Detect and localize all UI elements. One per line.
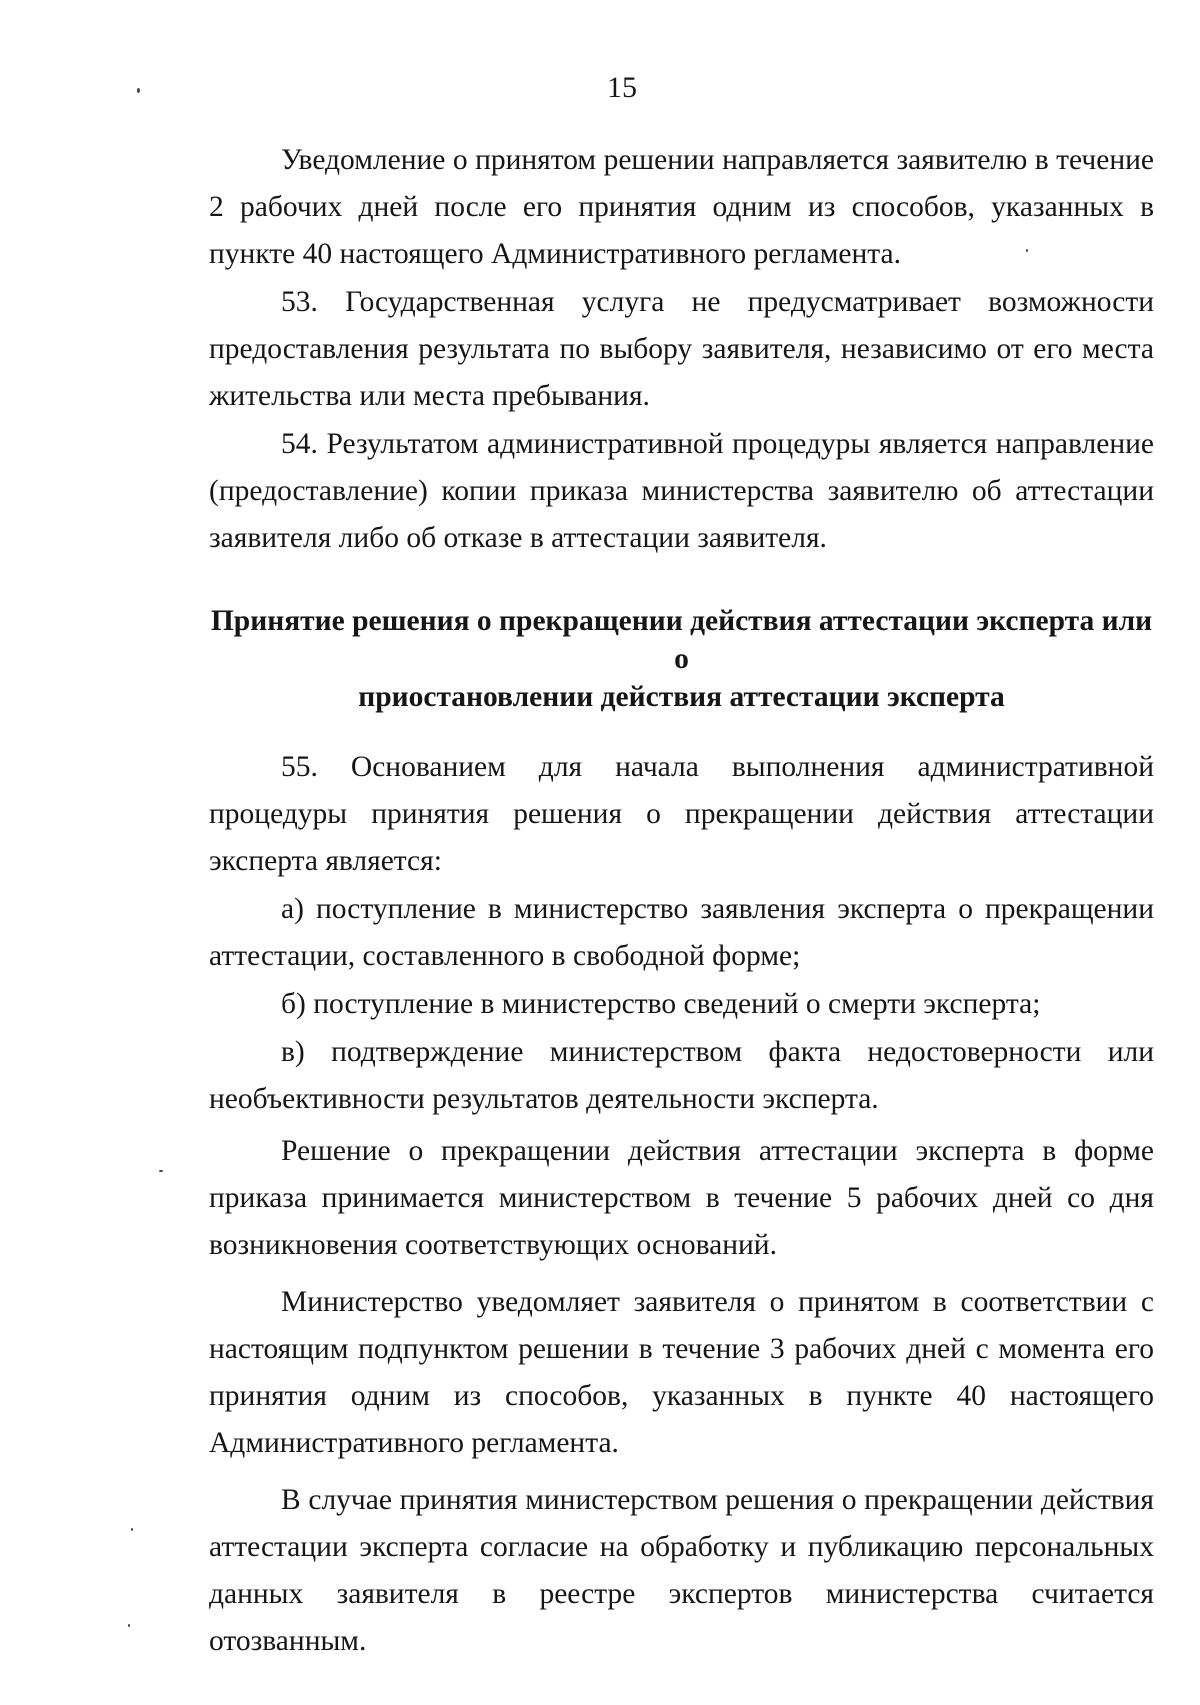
scan-speck: [131, 1528, 133, 1531]
scan-speck: [128, 1624, 130, 1627]
paragraph-consent-revoked: В случае принятия министерством решения о прекращении действия аттестации эксперта согласие на обработку и публикацию персональных данных заявителя в реестре экспертов министерства считается отозванным.: [209, 1484, 1154, 1657]
list-item-b: б) поступление в министерство сведений о смерти эксперта;: [281, 988, 1041, 1020]
section-heading: [209, 602, 1154, 716]
upper-text-block: [209, 137, 1154, 562]
paragraph-53: 53. Государственная услуга не предусматривает возможности предоставления результата по выбору заявителя, независимо от его места жительства или места пребывания.: [209, 286, 1154, 412]
list-item-v: в) подтверждение министерством факта недостоверности или необъективности результатов деятельности эксперта.: [209, 1036, 1154, 1115]
section-heading-line-2: приостановлении действия аттестации эксперта: [358, 681, 1005, 713]
list-item-a: а) поступление в министерство заявления эксперта о прекращении аттестации, составленного в свободной форме;: [209, 893, 1154, 972]
scan-speck: [137, 88, 140, 93]
paragraph-decision: Решение о прекращении действия аттестации эксперта в форме приказа принимается министерством в течение 5 рабочих дней со дня возникновения соответствующих оснований.: [209, 1135, 1154, 1261]
page-number: 15: [607, 71, 637, 104]
paragraph-54: 54. Результатом административной процедуры является направление (предоставление) копии приказа министерства заявителю об аттестации заявителя либо об отказе в аттестации заявителя.: [209, 428, 1154, 554]
paragraph-ministry-notifies: Министерство уведомляет заявителя о принятом в соответствии с настоящим подпунктом решении в течение 3 рабочих дней с момента его принятия одним из способов, указанных в пункте 40 настоящего Административного регламента.: [209, 1286, 1154, 1459]
paragraph-55: 55. Основанием для начала выполнения административной процедуры принятия решения о прекращении действия аттестации эксперта является:: [209, 751, 1154, 877]
lower-text-block: [209, 744, 1154, 1665]
scan-speck: [159, 1170, 163, 1172]
scan-speck: [1026, 249, 1028, 252]
section-heading-line-1: Принятие решения о прекращении действия аттестации эксперта или о: [210, 605, 1153, 675]
paragraph-notification: Уведомление о принятом решении направляется заявителю в течение 2 рабочих дней после его принятия одним из способов, указанных в пункте 40 настоящего Административного регламента.: [209, 144, 1154, 270]
